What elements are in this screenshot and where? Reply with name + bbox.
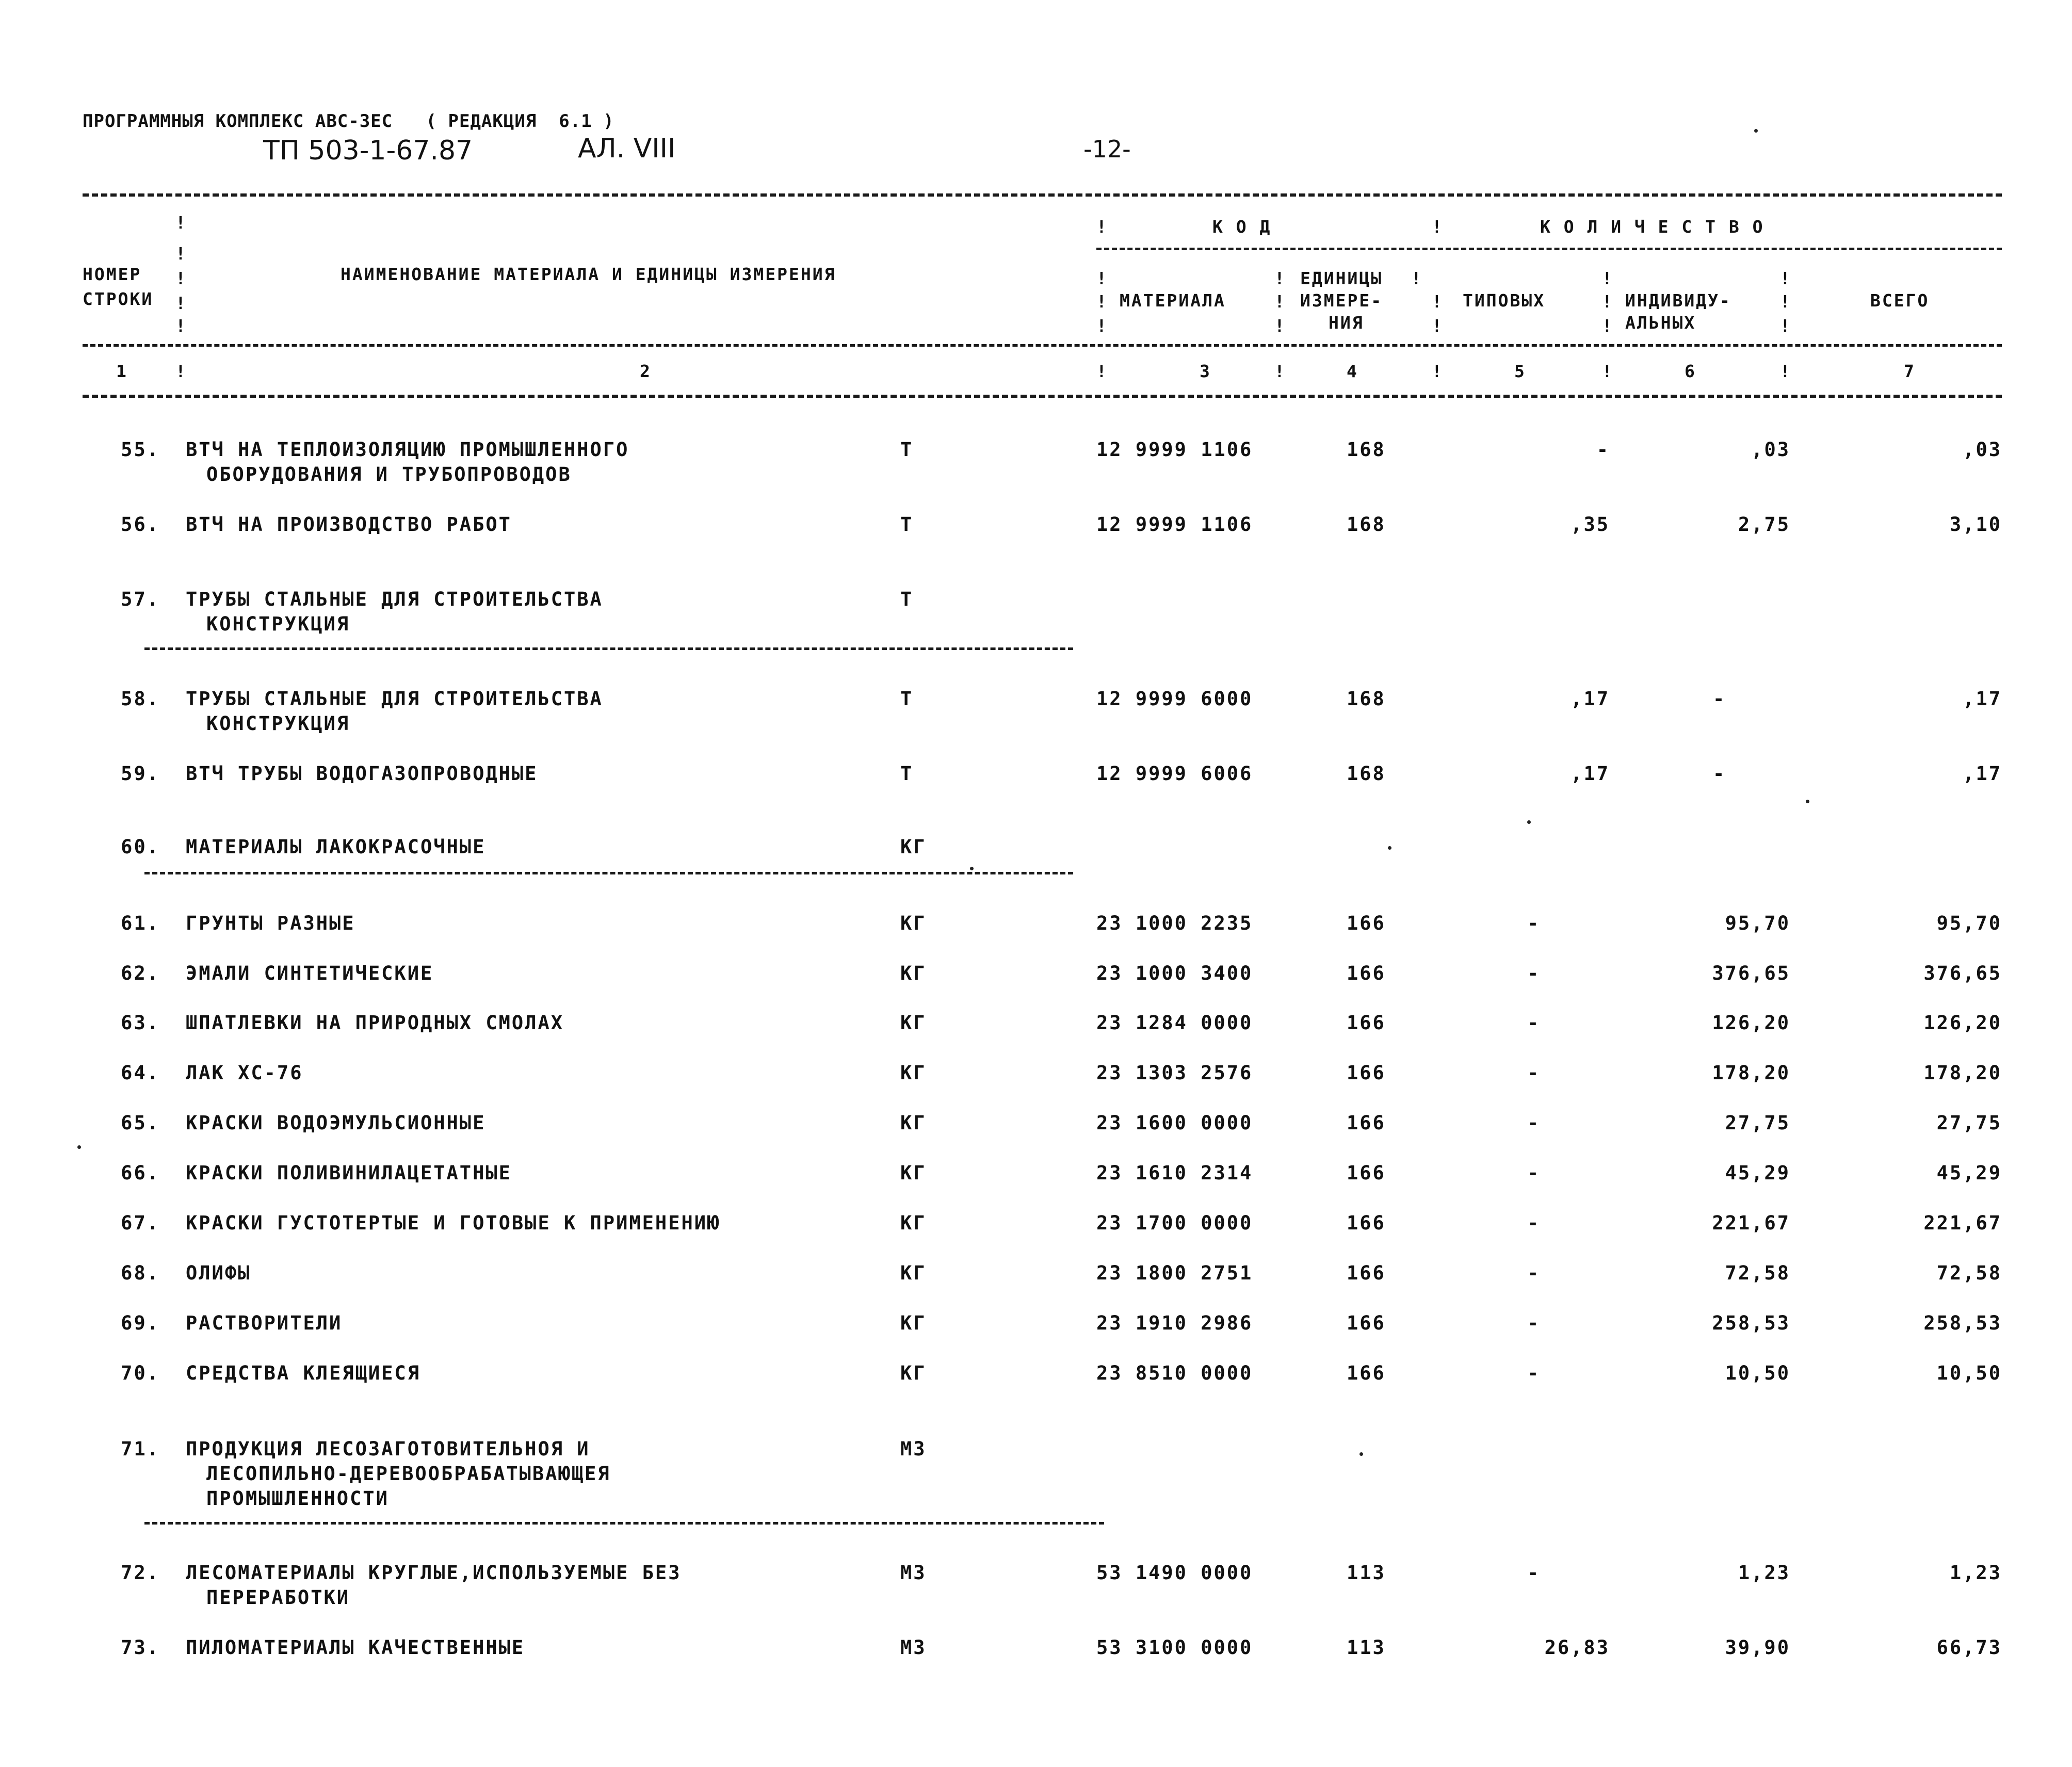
row-material-code: 23 1000 2235 <box>1096 912 1253 934</box>
row-name: ТРУБЫ СТАЛЬНЫЕ ДЛЯ СТРОИТЕЛЬСТВА <box>186 688 603 710</box>
row-unit: Т <box>900 588 914 610</box>
row-unit-code: 166 <box>1347 912 1386 934</box>
scan-speck <box>77 1145 81 1149</box>
header-kod: К О Д <box>1212 217 1272 237</box>
row-individual: 221,67 <box>1712 1212 1790 1234</box>
row-unit: КГ <box>900 1212 927 1234</box>
separator: ! <box>175 268 186 288</box>
separator: ! <box>175 316 186 336</box>
separator: ! <box>1096 291 1107 312</box>
row-unit: КГ <box>900 1162 927 1184</box>
row-material-code: 23 1910 2986 <box>1096 1312 1253 1334</box>
separator: ! <box>1602 268 1612 288</box>
row-individual: 126,20 <box>1712 1012 1790 1034</box>
row-number: 60. <box>121 836 160 858</box>
header-name: НАИМЕНОВАНИЕ МАТЕРИАЛА И ЕДИНИЦЫ ИЗМЕРЕНИЯ <box>341 264 836 284</box>
row-name: ОЛИФЫ <box>186 1262 251 1284</box>
row-number: 58. <box>121 688 160 710</box>
row-unit: М3 <box>900 1636 927 1659</box>
row-name: ВТЧ НА ТЕПЛОИЗОЛЯЦИЮ ПРОМЫШЛЕННОГО <box>186 439 629 461</box>
row-material-code: 53 1490 0000 <box>1096 1562 1253 1584</box>
row-name: ПИЛОМАТЕРИАЛЫ КАЧЕСТВЕННЫЕ <box>186 1636 525 1659</box>
separator: ! <box>1274 316 1285 336</box>
row-unit: КГ <box>900 1012 927 1034</box>
row-name: КРАСКИ ВОДОЭМУЛЬСИОННЫЕ <box>186 1112 486 1134</box>
separator: ! <box>1432 361 1442 381</box>
separator: ! <box>1602 316 1612 336</box>
row-unit: Т <box>900 763 914 785</box>
row-total: 3,10 <box>1949 513 2002 536</box>
row-typical: - <box>1527 1262 1541 1284</box>
separator: ! <box>175 213 186 233</box>
row-typical: - <box>1527 1562 1541 1584</box>
row-typical: - <box>1527 1162 1541 1184</box>
row-name: КРАСКИ ГУСТОТЕРТЫЕ И ГОТОВЫЕ К ПРИМЕНЕНИЮ <box>186 1212 721 1234</box>
row-total: 258,53 <box>1923 1312 2002 1334</box>
row-material-code: 12 9999 1106 <box>1096 513 1253 536</box>
scan-speck <box>1754 129 1758 133</box>
album-label: АЛ. VIII <box>578 133 676 164</box>
row-unit: М3 <box>900 1562 927 1584</box>
row-name-cont: ОБОРУДОВАНИЯ И ТРУБОПРОВОДОВ <box>206 463 572 485</box>
header-total: ВСЕГО <box>1870 290 1930 311</box>
header-kolichestvo: К О Л И Ч Е С Т В О <box>1540 217 1765 237</box>
separator: ! <box>1780 316 1790 336</box>
header-mid-rule <box>83 344 2002 347</box>
row-total: 10,50 <box>1936 1362 2002 1384</box>
row-individual: 72,58 <box>1725 1262 1790 1284</box>
row-typical: - <box>1527 962 1541 984</box>
row-unit-code: 168 <box>1347 513 1386 536</box>
separator: ! <box>1096 217 1107 237</box>
row-name: МАТЕРИАЛЫ ЛАКОКРАСОЧНЫЕ <box>186 836 486 858</box>
header-unit-line3: НИЯ <box>1329 313 1364 333</box>
row-number: 59. <box>121 763 160 785</box>
scan-speck <box>1527 820 1531 824</box>
row-individual: ,03 <box>1751 439 1790 461</box>
colnum-2: 2 <box>640 361 652 381</box>
scan-speck <box>1806 800 1809 803</box>
colnum-4: 4 <box>1347 361 1358 381</box>
separator: ! <box>1432 291 1442 312</box>
separator: ! <box>1274 268 1285 288</box>
row-material-code: 23 1000 3400 <box>1096 962 1253 984</box>
colnum-7: 7 <box>1904 361 1916 381</box>
row-unit: КГ <box>900 1362 927 1384</box>
colnum-1: 1 <box>116 361 128 381</box>
header-bottom-rule <box>83 395 2002 398</box>
row-total: 178,20 <box>1923 1062 2002 1084</box>
row-unit: КГ <box>900 1112 927 1134</box>
row-material-code: 12 9999 1106 <box>1096 439 1253 461</box>
row-individual: 178,20 <box>1712 1062 1790 1084</box>
row-name: ВТЧ ТРУБЫ ВОДОГАЗОПРОВОДНЫЕ <box>186 763 538 785</box>
row-unit-code: 166 <box>1347 1162 1386 1184</box>
row-unit-code: 166 <box>1347 962 1386 984</box>
group-rule <box>144 872 1073 874</box>
row-material-code: 23 1700 0000 <box>1096 1212 1253 1234</box>
row-material-code: 23 1610 2314 <box>1096 1162 1253 1184</box>
separator: ! <box>175 244 186 264</box>
row-number: 73. <box>121 1636 160 1659</box>
row-typical: ,17 <box>1571 763 1610 785</box>
separator: ! <box>1780 291 1790 312</box>
row-typical: ,35 <box>1571 513 1610 536</box>
row-unit-code: 168 <box>1347 688 1386 710</box>
row-total: 45,29 <box>1936 1162 2002 1184</box>
row-unit-code: 166 <box>1347 1012 1386 1034</box>
header-typical: ТИПОВЫХ <box>1463 290 1546 311</box>
row-individual: 1,23 <box>1738 1562 1790 1584</box>
row-number: 67. <box>121 1212 160 1234</box>
row-unit: Т <box>900 688 914 710</box>
row-total: 376,65 <box>1923 962 2002 984</box>
row-material-code: 23 1284 0000 <box>1096 1012 1253 1034</box>
group-rule <box>144 1522 1104 1525</box>
row-number: 69. <box>121 1312 160 1334</box>
program-line: ПРОГРАММНЫЯ КОМПЛЕКС АВС-3ЕС ( РЕДАКЦИЯ 6.1 ) <box>83 111 614 132</box>
row-name: ТРУБЫ СТАЛЬНЫЕ ДЛЯ СТРОИТЕЛЬСТВА <box>186 588 603 610</box>
separator: ! <box>1602 361 1612 381</box>
header-num-line1: НОМЕР <box>83 264 142 284</box>
row-unit-code: 166 <box>1347 1062 1386 1084</box>
separator: ! <box>1096 316 1107 336</box>
row-total: 221,67 <box>1923 1212 2002 1234</box>
row-material-code: 53 3100 0000 <box>1096 1636 1253 1659</box>
row-name: ВТЧ НА ПРОИЗВОДСТВО РАБОТ <box>186 513 512 536</box>
row-number: 55. <box>121 439 160 461</box>
table-top-rule <box>83 193 2002 197</box>
row-name-cont: КОНСТРУКЦИЯ <box>206 613 350 635</box>
separator: ! <box>1780 361 1790 381</box>
row-individual: 39,90 <box>1725 1636 1790 1659</box>
row-number: 66. <box>121 1162 160 1184</box>
row-typical: - <box>1596 439 1610 461</box>
row-name-cont: ПЕРЕРАБОТКИ <box>206 1586 350 1609</box>
row-name: ЛЕСОМАТЕРИАЛЫ КРУГЛЫЕ,ИСПОЛЬЗУЕМЫЕ БЕЗ <box>186 1562 682 1584</box>
row-total: 72,58 <box>1936 1262 2002 1284</box>
row-material-code: 12 9999 6000 <box>1096 688 1253 710</box>
separator: ! <box>1411 268 1421 288</box>
row-typical: - <box>1527 1362 1541 1384</box>
header-material: МАТЕРИАЛА <box>1120 290 1226 311</box>
row-unit: КГ <box>900 962 927 984</box>
row-name: РАСТВОРИТЕЛИ <box>186 1312 343 1334</box>
row-total: 27,75 <box>1936 1112 2002 1134</box>
separator: ! <box>1274 361 1285 381</box>
separator: ! <box>1096 361 1107 381</box>
separator: ! <box>1432 217 1442 237</box>
row-unit-code: 168 <box>1347 439 1386 461</box>
row-individual: - <box>1713 763 1726 785</box>
row-material-code: 23 1800 2751 <box>1096 1262 1253 1284</box>
row-name: ПРОДУКЦИЯ ЛЕСОЗАГОТОВИТЕЛЬНОЯ И <box>186 1438 590 1460</box>
row-typical: - <box>1527 1112 1541 1134</box>
row-name: ШПАТЛЕВКИ НА ПРИРОДНЫХ СМОЛАХ <box>186 1012 564 1034</box>
scan-speck <box>1359 1452 1363 1456</box>
row-number: 71. <box>121 1438 160 1460</box>
row-name: ГРУНТЫ РАЗНЫЕ <box>186 912 355 934</box>
colnum-5: 5 <box>1514 361 1526 381</box>
page-number: -12- <box>1083 135 1131 163</box>
row-individual: 27,75 <box>1725 1112 1790 1134</box>
separator: ! <box>175 293 186 313</box>
row-unit: КГ <box>900 1062 927 1084</box>
separator: ! <box>1274 291 1285 312</box>
row-unit-code: 166 <box>1347 1262 1386 1284</box>
row-individual: 95,70 <box>1725 912 1790 934</box>
row-total: 66,73 <box>1936 1636 2002 1659</box>
row-total: 95,70 <box>1936 912 2002 934</box>
row-total: ,17 <box>1963 763 2002 785</box>
row-unit: М3 <box>900 1438 927 1460</box>
row-unit-code: 166 <box>1347 1212 1386 1234</box>
row-typical: - <box>1527 1062 1541 1084</box>
row-individual: 2,75 <box>1738 513 1790 536</box>
header-unit-line2: ИЗМЕРЕ- <box>1300 290 1383 311</box>
row-number: 65. <box>121 1112 160 1134</box>
header-sub-rule <box>1096 248 2002 250</box>
row-total: ,17 <box>1963 688 2002 710</box>
row-typical: 26,83 <box>1544 1636 1610 1659</box>
row-typical: - <box>1527 912 1541 934</box>
row-material-code: 23 8510 0000 <box>1096 1362 1253 1384</box>
doc-code: ТП 503-1-67.87 <box>263 135 473 166</box>
row-name: СРЕДСТВА КЛЕЯЩИЕСЯ <box>186 1362 420 1384</box>
row-typical: - <box>1527 1012 1541 1034</box>
row-unit: КГ <box>900 1312 927 1334</box>
row-name-cont: КОНСТРУКЦИЯ <box>206 712 350 735</box>
row-total: 1,23 <box>1949 1562 2002 1584</box>
separator: ! <box>1096 268 1107 288</box>
row-number: 57. <box>121 588 160 610</box>
row-typical: - <box>1527 1212 1541 1234</box>
row-name: ЭМАЛИ СИНТЕТИЧЕСКИЕ <box>186 962 434 984</box>
header-num-line2: СТРОКИ <box>83 289 154 309</box>
separator: ! <box>1780 268 1790 288</box>
header-unit-line1: ЕДИНИЦЫ <box>1300 268 1383 288</box>
row-material-code: 23 1303 2576 <box>1096 1062 1253 1084</box>
row-number: 68. <box>121 1262 160 1284</box>
row-material-code: 23 1600 0000 <box>1096 1112 1253 1134</box>
row-individual: 376,65 <box>1712 962 1790 984</box>
row-individual: 258,53 <box>1712 1312 1790 1334</box>
scan-speck <box>1388 846 1391 850</box>
row-typical: - <box>1527 1312 1541 1334</box>
row-number: 63. <box>121 1012 160 1034</box>
row-total: 126,20 <box>1923 1012 2002 1034</box>
row-unit-code: 166 <box>1347 1312 1386 1334</box>
row-unit: КГ <box>900 836 927 858</box>
colnum-6: 6 <box>1685 361 1696 381</box>
scan-speck <box>970 867 974 870</box>
colnum-3: 3 <box>1200 361 1211 381</box>
row-total: ,03 <box>1963 439 2002 461</box>
row-name: КРАСКИ ПОЛИВИНИЛАЦЕТАТНЫЕ <box>186 1162 512 1184</box>
row-unit-code: 113 <box>1347 1562 1386 1584</box>
group-rule <box>144 647 1073 650</box>
row-unit-code: 166 <box>1347 1112 1386 1134</box>
row-unit: Т <box>900 513 914 536</box>
row-unit-code: 113 <box>1347 1636 1386 1659</box>
row-unit-code: 168 <box>1347 763 1386 785</box>
row-unit: КГ <box>900 912 927 934</box>
row-number: 64. <box>121 1062 160 1084</box>
row-name-cont: ЛЕСОПИЛЬНО-ДЕРЕВООБРАБАТЫВАЮЩЕЯ <box>206 1463 611 1485</box>
row-unit: КГ <box>900 1262 927 1284</box>
row-number: 62. <box>121 962 160 984</box>
row-number: 56. <box>121 513 160 536</box>
header-indiv-line2: АЛЬНЫХ <box>1625 313 1696 333</box>
row-material-code: 12 9999 6006 <box>1096 763 1253 785</box>
row-name-cont: ПРОМЫШЛЕННОСТИ <box>206 1487 389 1510</box>
row-unit: Т <box>900 439 914 461</box>
row-individual: 10,50 <box>1725 1362 1790 1384</box>
row-typical: ,17 <box>1571 688 1610 710</box>
separator: ! <box>1432 316 1442 336</box>
separator: ! <box>1602 291 1612 312</box>
row-number: 72. <box>121 1562 160 1584</box>
header-indiv-line1: ИНДИВИДУ- <box>1625 290 1731 311</box>
row-name: ЛАК ХС-76 <box>186 1062 303 1084</box>
separator: ! <box>175 361 186 381</box>
row-individual: 45,29 <box>1725 1162 1790 1184</box>
row-unit-code: 166 <box>1347 1362 1386 1384</box>
row-number: 70. <box>121 1362 160 1384</box>
row-number: 61. <box>121 912 160 934</box>
row-individual: - <box>1713 688 1726 710</box>
